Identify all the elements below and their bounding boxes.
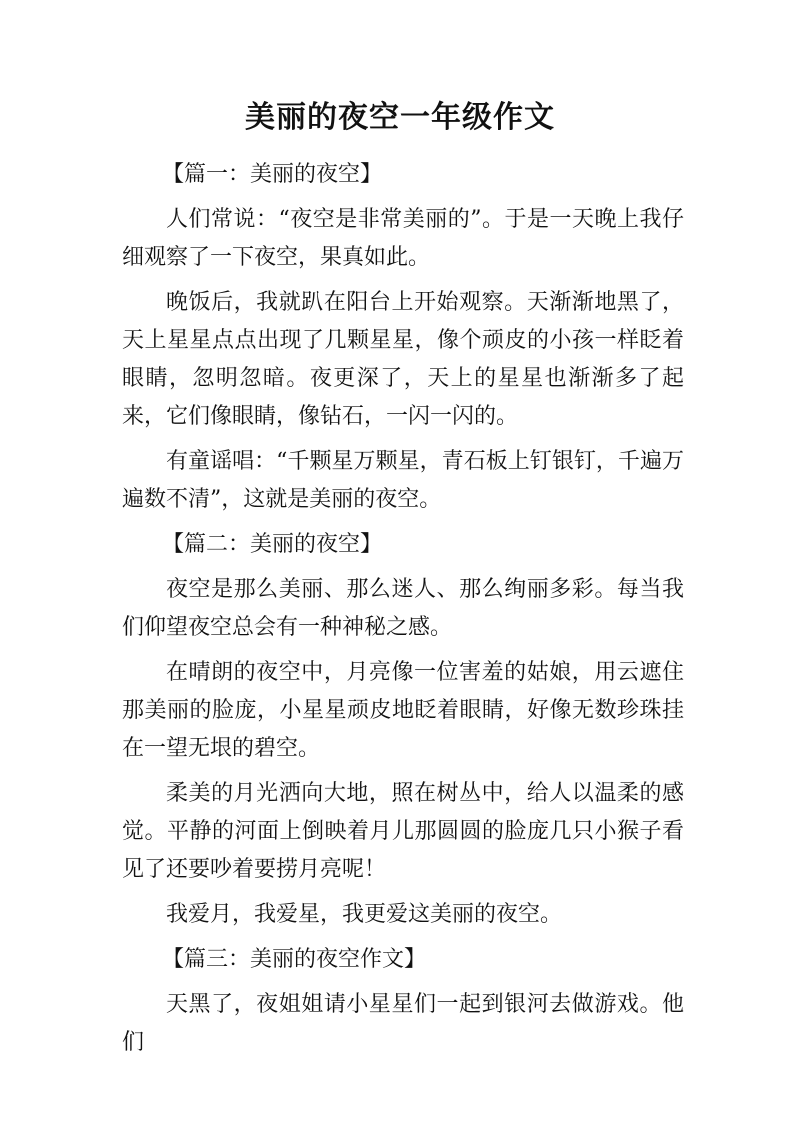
section-heading-3: 【篇三：美丽的夜空作文】 <box>162 947 427 972</box>
paragraph: 在晴朗的夜空中，月亮像一位害羞的姑娘，用云遮住那美丽的脸庞，小星星顽皮地眨着眼睛，好像无数珍珠挂在一望无垠的碧空。 <box>122 660 684 761</box>
document-body <box>122 156 684 1069</box>
paragraph: 柔美的月光洒向大地，照在树丛中，给人以温柔的感觉。平静的河面上倒映着月儿那圆圆的脸庞几只小猴子看见了还要吵着要捞月亮呢！ <box>122 781 684 882</box>
section-heading-2: 【篇二：美丽的夜空】 <box>162 532 383 557</box>
paragraph: 人们常说：“夜空是非常美丽的”。于是一天晚上我仔细观察了一下夜空，果真如此。 <box>122 207 684 270</box>
paragraph: 有童谣唱：“千颗星万颗星，青石板上钉银钉，千遍万遍数不清”，这就是美丽的夜空。 <box>122 449 684 512</box>
section-heading-1: 【篇一：美丽的夜空】 <box>162 162 383 187</box>
paragraph: 晚饭后，我就趴在阳台上开始观察。天渐渐地黑了，天上星星点点出现了几颗星星，像个顽皮的小孩一样眨着眼睛，忽明忽暗。夜更深了，天上的星星也渐渐多了起来，它们像眼睛，像钻石，一闪一闪的。 <box>122 290 684 429</box>
paragraph: 我爱月，我爱星，我更爱这美丽的夜空。 <box>166 902 563 927</box>
paragraph: 天黑了，夜姐姐请小星星们一起到银河去做游戏。他们 <box>122 992 684 1055</box>
paragraph: 夜空是那么美丽、那么迷人、那么绚丽多彩。每当我们仰望夜空总会有一种神秘之感。 <box>122 577 684 640</box>
document-title: 美丽的夜空一年级作文 <box>245 100 555 135</box>
